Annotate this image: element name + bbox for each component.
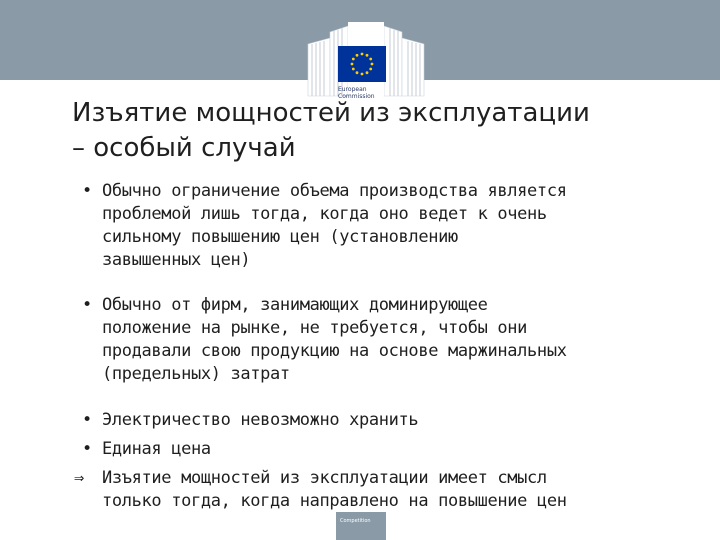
spacer [80, 386, 680, 409]
bullet-icon: • [82, 439, 92, 459]
bullet-icon: • [82, 295, 92, 315]
bullet-item [80, 438, 680, 461]
bullet-item [80, 180, 680, 272]
bullet-line: положение на рынке, не требуется, чтобы они [102, 318, 528, 338]
bullet-item [80, 409, 680, 432]
bullet-line: Обычно ограничение объема производства является [102, 181, 567, 201]
slide-title [72, 96, 672, 166]
bullet-line: завышенных цен) [102, 250, 251, 270]
bullet-line: сильному повышению цен (установлению [102, 227, 458, 247]
bullet-line: (предельных) затрат [102, 364, 290, 384]
bullet-line: Обычно от фирм, занимающих доминирующее [102, 295, 488, 315]
bullet-line: Единая цена [102, 439, 211, 459]
footer-logo [336, 512, 386, 540]
slide-content [74, 180, 680, 513]
bullet-line: Электричество невозможно хранить [102, 410, 419, 430]
conclusion-item [74, 467, 680, 513]
bullet-line: проблемой лишь тогда, когда оно ведет к очень [102, 204, 547, 224]
bullet-line: продавали свою продукцию на основе маржинальных [102, 341, 567, 361]
implies-arrow-icon: ⇒ [74, 468, 84, 488]
logo-line-2: Commission [338, 93, 375, 100]
bullet-icon: • [82, 181, 92, 201]
bullet-icon: • [82, 410, 92, 430]
title-line-1: Изъятие мощностей из эксплуатации [72, 98, 590, 128]
logo-line-1: European [338, 86, 367, 93]
bullet-line: Изъятие мощностей из эксплуатации имеет смысл [102, 468, 547, 488]
spacer [80, 272, 680, 294]
title-line-2: – особый случай [72, 133, 296, 163]
bullet-item [80, 294, 680, 386]
footer-logo-text: Competition [340, 518, 371, 524]
bullet-line: только тогда, когда направлено на повышение цен [102, 491, 567, 511]
